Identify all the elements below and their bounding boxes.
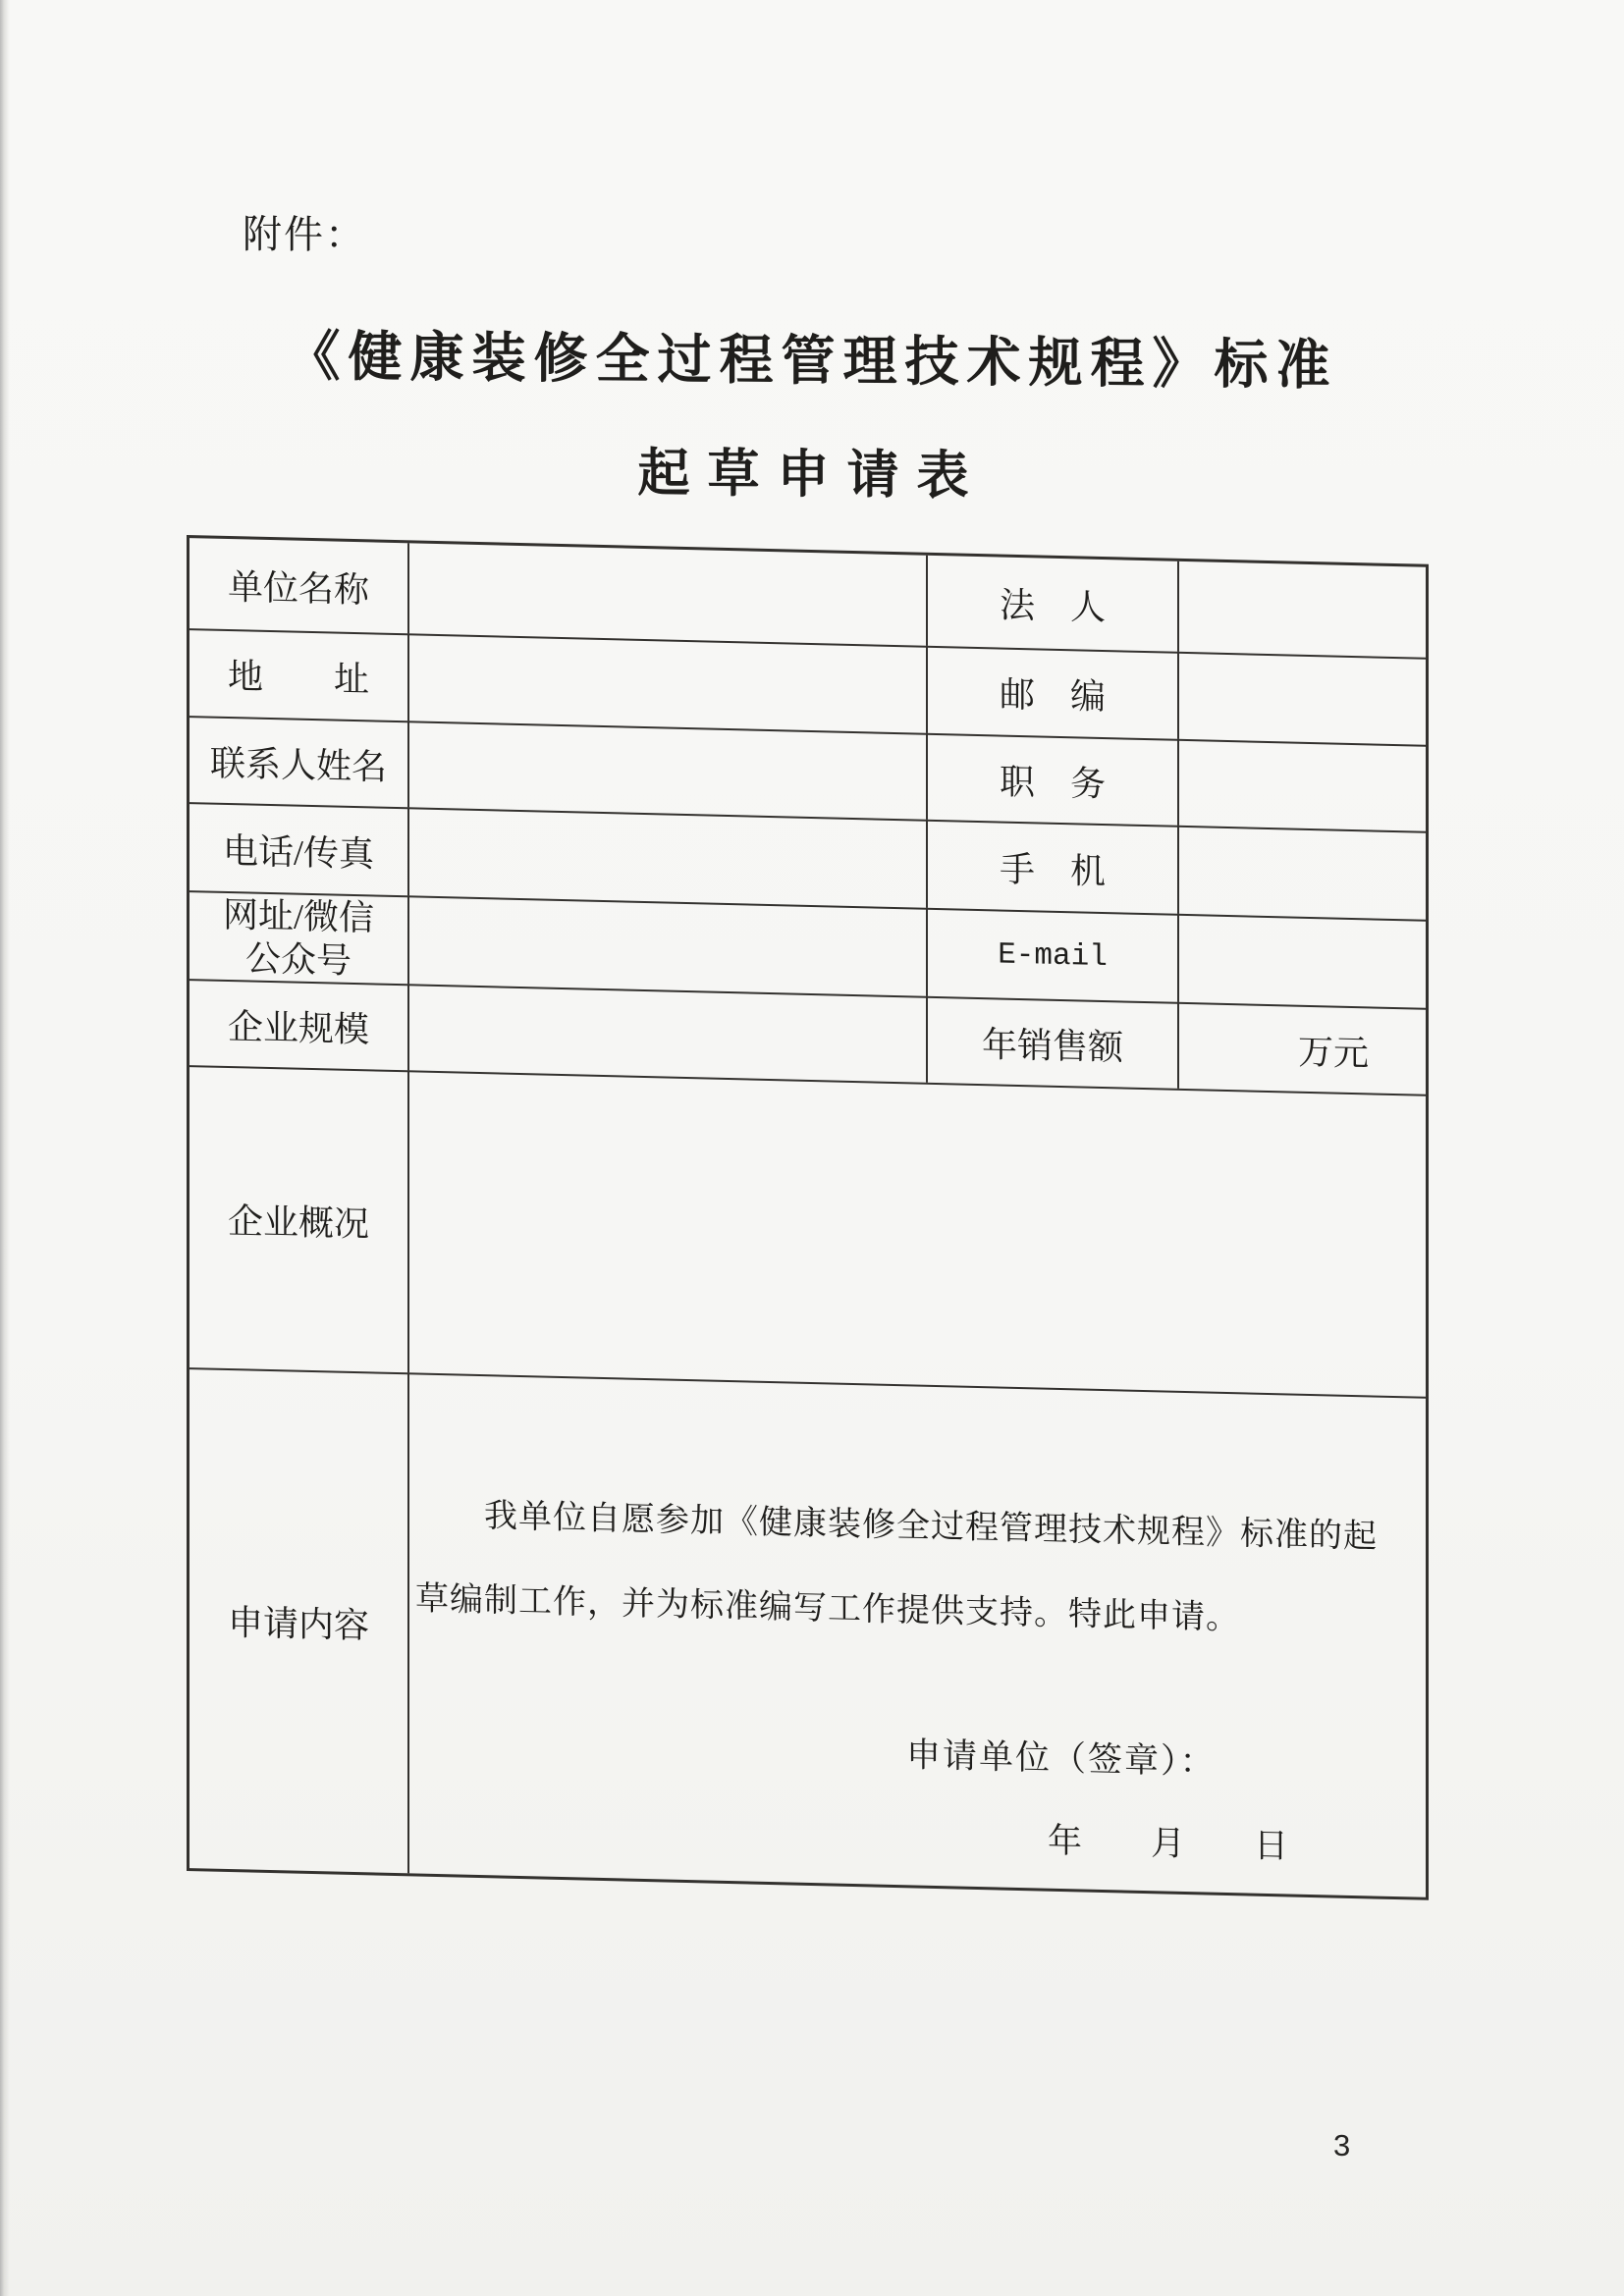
field-label-application-content: 申请内容: [189, 1367, 407, 1873]
field-label-postcode: 邮 编: [926, 646, 1177, 739]
document-title-line2: 起草申请表: [637, 445, 987, 506]
field-label-unit-name: 单位名称: [227, 566, 369, 610]
field-value-unit-name: [407, 543, 926, 645]
application-form-table: [187, 535, 1429, 1900]
field-label-legal-person: 法 人: [926, 556, 1177, 652]
field-value-email: [1177, 914, 1426, 1008]
field-value-mobile: [1177, 826, 1426, 920]
field-value-annual-sales-unit: 万元: [1177, 1002, 1426, 1095]
field-label-company-profile: 企业概况: [189, 1065, 407, 1372]
field-value-contact-name: [407, 721, 926, 819]
field-value-website-wechat: [407, 895, 926, 995]
field-value-application-content: [407, 1372, 1426, 1896]
field-value-phone-fax: [407, 807, 926, 907]
field-value-company-profile: [407, 1070, 1426, 1396]
document-header: [0, 0, 1624, 506]
page-number: 3: [1333, 2128, 1351, 2163]
field-value-postcode: [1177, 652, 1426, 745]
field-value-company-scale: [407, 984, 926, 1082]
date-label: 年 月 日: [1048, 1821, 1289, 1866]
field-label-website-wechat-line1: 网址/微信: [222, 894, 374, 938]
field-label-address: 地 址: [189, 628, 407, 721]
field-label-mobile: 手 机: [926, 820, 1177, 914]
field-label-company-scale: 企业规模: [189, 979, 407, 1070]
signature-label: 申请单位（签章）：: [906, 1735, 1217, 1782]
document-title-line1: 《健康装修全过程管理技术规程》标准: [286, 326, 1338, 396]
field-value-position: [1177, 739, 1426, 831]
field-label-phone-fax: 电话/传真: [189, 802, 407, 895]
field-label-position: 职 务: [926, 733, 1177, 826]
field-label-contact-name: 联系人姓名: [189, 716, 407, 807]
field-value-legal-person: [1177, 561, 1426, 658]
field-label-website-wechat-line2: 公众号: [244, 938, 352, 981]
attachment-label: 附件：: [243, 212, 366, 258]
field-label-email: E-mail: [926, 908, 1177, 1002]
field-label-annual-sales: 年销售额: [926, 996, 1177, 1089]
field-value-address: [407, 633, 926, 732]
field-label-website-wechat: [189, 890, 407, 984]
application-statement: 我单位自愿参加《健康装修全过程管理技术规程》标准的起草编制工作，并为标准编写工作提供支持。特此申请。: [415, 1498, 1378, 1637]
